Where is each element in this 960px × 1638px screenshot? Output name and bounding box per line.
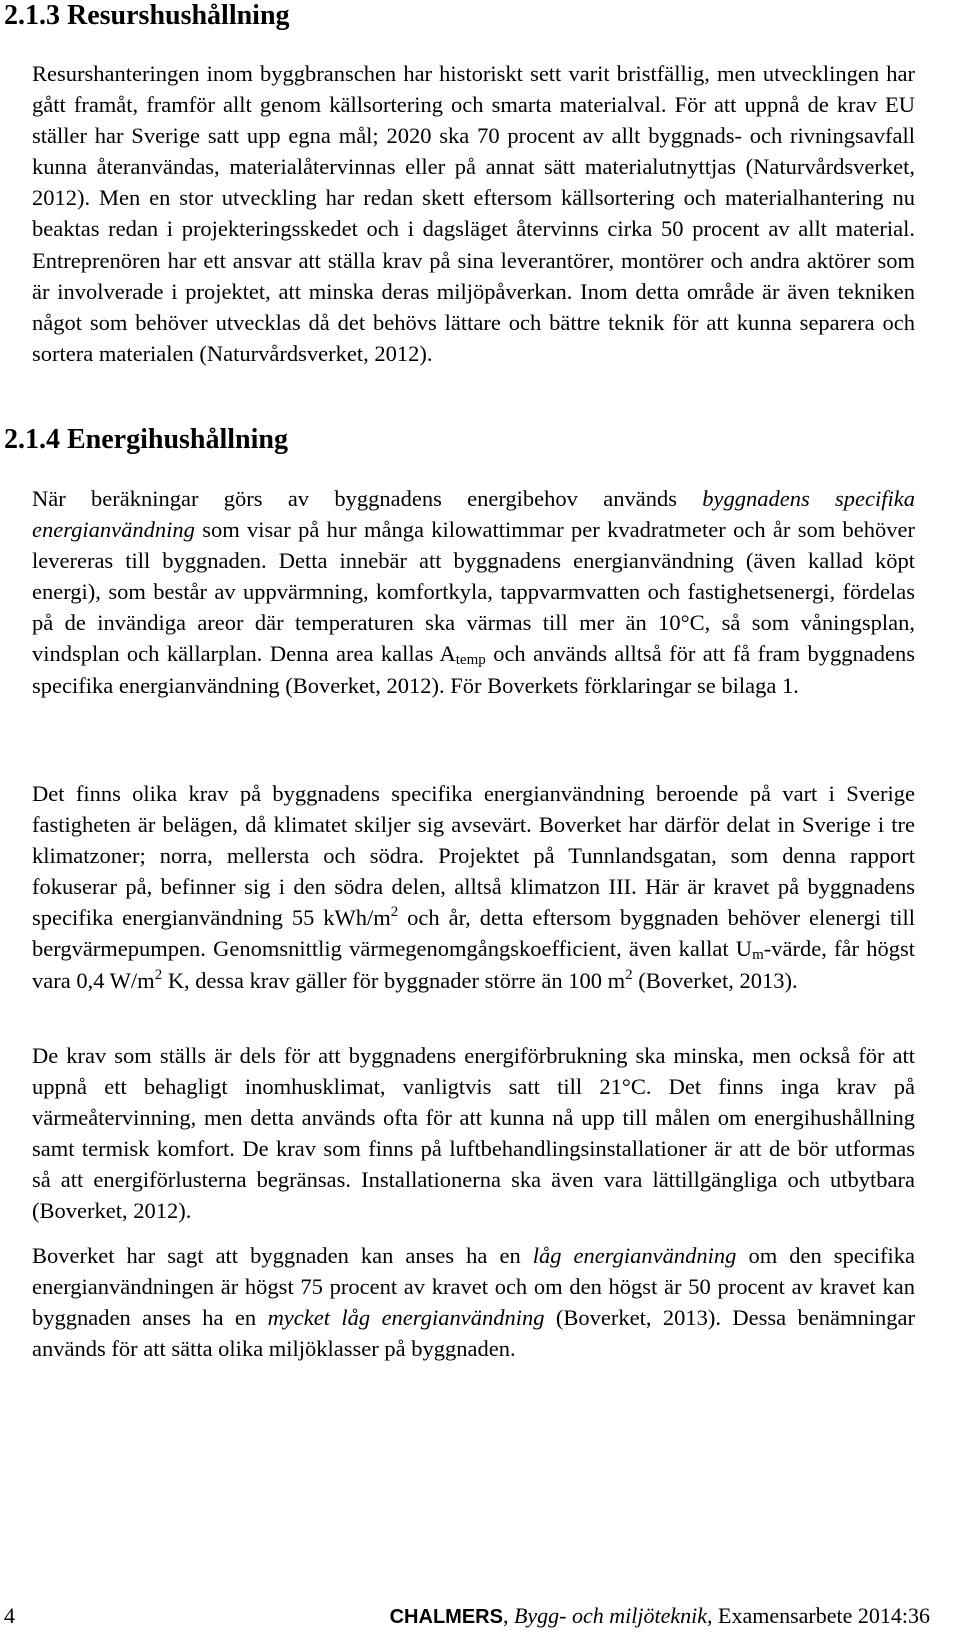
- department-name: Bygg- och miljöteknik: [513, 1603, 707, 1628]
- text-run: och år, detta eftersom byggnaden behöver elenergi till bergvärmepumpen. Genomsnittlig värmegenomgångskoefficient, även kallat U: [32, 905, 915, 962]
- footer-citation: [390, 1602, 930, 1631]
- text-run: Det finns olika krav på byggnadens specifika energianvändning beroende på vart i Sverige fastigheten är belägen, då klimatet skiljer sig avsevärt. Boverket har därför delat in Sverige i tre klimatzoner; norra, mellersta och södra. Projektet på Tunnlandsgatan, som denna rapport fokuserar på, befinner sig i den södra delen, alltså klimatzon III. Här är kravet på byggnadens specifika energianvändning 55 kWh/m: [32, 781, 915, 931]
- paragraph-lag-energianvandning: [32, 1240, 915, 1364]
- section-heading-resurshushallning: 2.1.3 Resurshushållning: [4, 0, 290, 31]
- section-heading-energihushallning: 2.1.4 Energihushållning: [4, 424, 288, 455]
- italic-term: mycket låg energianvändning: [267, 1305, 545, 1331]
- subscript: temp: [455, 652, 486, 669]
- page-footer: [0, 1602, 960, 1632]
- italic-term: låg energianvändning: [532, 1243, 737, 1268]
- paragraph-energibehov: [32, 483, 915, 701]
- text-run: (Boverket, 2013).: [632, 967, 798, 993]
- text-run: (Boverket, 2013). Dessa benämningar används för att sätta olika miljöklasser på byggnaden.: [32, 1305, 915, 1362]
- superscript: 2: [154, 966, 163, 983]
- text-run: K, dessa krav gäller för byggnader större än 100 m: [162, 967, 626, 993]
- footer-separator: ,: [502, 1603, 514, 1628]
- text-run: Boverket har sagt att byggnaden kan anses ha en: [32, 1243, 533, 1268]
- paragraph-inomhusklimat: De krav som ställs är dels för att byggnadens energiförbrukning ska minska, men också för att uppnå ett behagligt inomhusklimat, vanligtvis satt till 21°C. Det finns inga krav på värmeåtervinning, men detta används ofta för att kunna nå upp till målen om energihushållning samt termisk komfort. De krav som finns på luftbehandlingsinstallationer är att de bör utformas så att energiförlusterna begränsas. Installationerna ska även vara lättillgängliga och utbytbara (Boverket, 2012).: [32, 1043, 915, 1224]
- text-run: om den specifika energianvändningen är högst 75 procent av kravet och om den högst är 50 procent av kravet kan byggnaden anses ha en: [32, 1243, 915, 1331]
- subscript: m: [752, 947, 764, 964]
- superscript: 2: [390, 904, 399, 921]
- paragraph-resurshushallning: Resurshanteringen inom byggbranschen har historiskt sett varit bristfällig, men utvecklingen har gått framåt, framför allt genom källsortering och smarta materialval. För att uppnå de krav EU ställer har Sverige satt upp egna mål; 2020 ska 70 procent av allt byggnads- och rivningsavfall kunna återanvändas, materialåtervinnas eller på annat sätt materialutnyttjas (Naturvårdsverket, 2012). Men en stor utveckling har redan skett eftersom källsortering och materialhantering nu beaktas redan i projekteringsskedet och i dagsläget återvinns cirka 50 procent av allt material. Entreprenören har ett ansvar att ställa krav på sina leverantörer, montörer och andra aktörer som är involverade i projektet, att minska deras miljöpåverkan. Inom detta område är även tekniken något som behöver utvecklas då det behövs lättare och bättre teknik för att kunna separera och sortera materialen (Naturvårdsverket, 2012).: [32, 61, 915, 366]
- superscript: 2: [625, 966, 633, 983]
- institution-name: CHALMERS: [389, 1606, 503, 1628]
- text-run: och används alltså för att få fram byggnadens specifika energianvändning (Boverket, 2012). För Boverkets förklaringar se bilaga 1.: [32, 641, 915, 698]
- thesis-reference: , Examensarbete 2014:36: [707, 1603, 930, 1628]
- text-run: som visar på hur många kilowattimmar per kvadratmeter och år som behöver levereras till byggnaden. Detta innebär att byggnadens energianvändning (även kallad köpt energi), som består av uppvärmning, komfortkyla, tappvarmvatten och fastighetsenergi, fördelas på de invändiga areor där temperaturen ska värmas till mer än 10°C, så som våningsplan, vindsplan och källarplan. Denna area kallas A: [32, 517, 915, 667]
- text-run: När beräkningar görs av byggnadens energibehov används: [32, 486, 703, 511]
- page-number: 4: [4, 1603, 15, 1628]
- text-run: -värde, får högst vara 0,4 W/m: [32, 936, 915, 993]
- paragraph-klimatzoner: [32, 778, 915, 996]
- italic-term: byggnadens specifika energianvändning: [32, 486, 915, 543]
